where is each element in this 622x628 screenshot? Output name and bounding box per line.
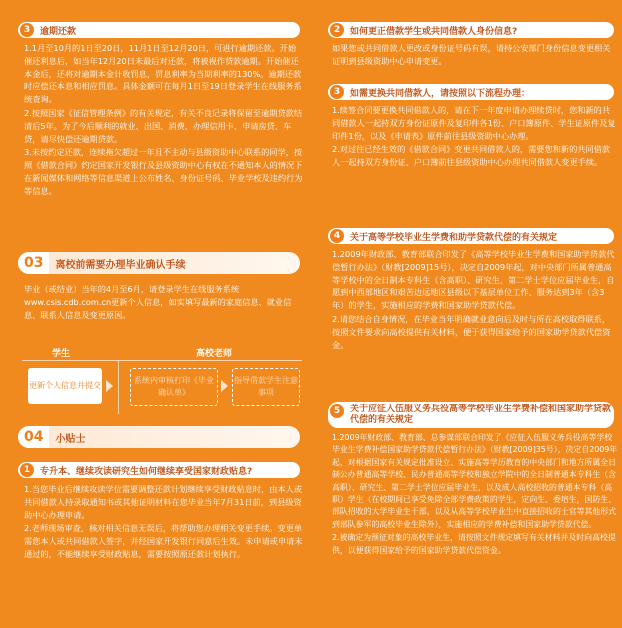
compensation-title: 关于高等学校毕业生学费和助学贷款代偿的有关规定 <box>350 232 558 243</box>
flow-step-guide-students-label: 指导借款学生注意事项 <box>234 376 298 397</box>
flow-step-update-info-label: 更新个人信息并提交 <box>29 381 101 390</box>
graduation-section-number: 03 <box>18 252 49 274</box>
flow-vertical-divider <box>118 360 119 414</box>
overdue-header <box>18 22 300 38</box>
military-body <box>332 432 618 558</box>
overdue-number-badge: 3 <box>20 23 34 37</box>
change-borrower-title: 如需更换共同借款人，请按照以下流程办理： <box>350 88 531 99</box>
tips-item-2: 2.老师现场审查，核对相关信息无误后，将帮助您办理相关变更手续。变更单需您本人或共同借款人签字，并经国家开发银行同意后生效。未申请或申请未通过的，不能继续享受财政贴息，需要按照原还款计划执行。 <box>24 523 303 559</box>
flow-teacher-label: 高校老师 <box>196 349 233 359</box>
change-id-title: 如何更正借款学生或共同借款人身份信息? <box>350 26 518 37</box>
flow-divider <box>22 360 302 361</box>
compensation-number-badge: 4 <box>330 229 344 243</box>
compensation-header <box>328 228 614 244</box>
flow-step-print-confirmation <box>130 368 218 406</box>
military-number-badge: 5 <box>330 404 344 418</box>
graduation-body <box>24 283 302 321</box>
overdue-item-1: 1.1月至10月的1日至20日，11月1日至12月20日，可进行逾期还款。开始催还利息后，如当年12月20日未最后对还款，将被视作贷款逾期。开始催还本金后，还将对逾期本金计收罚息，罚息利率为当期利率的130%。逾期还款时应偿还本息和相应罚息。具体金额可在每月1日至19日登录学生在线服务系统查询。 <box>24 43 302 105</box>
change-id-header <box>328 22 614 38</box>
tips-item-1: 1.当您毕业后继续攻读学位需要调整还款计划继续享受财政贴息时，由本人或共同借款人持录取通知书或其他证明材料在您毕业当年7月31日前，到县级资助中心办理申请。 <box>24 484 303 520</box>
change-borrower-body <box>332 104 616 170</box>
change-id-paragraph: 如果您或共同借款人更改或身份证号码有误，请持公安部门身份信息变更相关证明到县级资助中心申请变更。 <box>332 43 611 66</box>
overdue-item-2: 2.按照国家《征信管理条例》的有关规定，有关不良记录将保留至逾期贷款结清后5年。为了今后顺利的就业、出国、消费、办理信用卡、申请房贷、车贷，请尽快偿还逾期贷款。 <box>24 107 303 144</box>
overdue-title: 逾期还款 <box>40 26 77 37</box>
change-id-number-badge: 2 <box>330 23 344 37</box>
right-column <box>314 0 622 628</box>
compensation-item-1: 1.2009年财政部、教育部联合印发了《高等学校毕业生学费和国家助学贷款代偿暂行办法》（财教[2009]15号），决定自2009年起，对中央部门所属普通高等学校中的全日制本专科生（含高职）、研究生、第二学士学位应届毕业生，自愿到中西部地区和艰苦边远地区县级以下基层单位工作、服务达到3年（含3年）的学生，实施相应的学费和国家助学贷款代偿。 <box>332 249 615 311</box>
flow-student-label: 学生 <box>52 349 71 359</box>
change-borrower-header <box>328 84 614 100</box>
tips-section-number: 04 <box>18 426 49 448</box>
flow-step-guide-students <box>232 368 300 406</box>
flow-step-print-confirmation-label: 系统内审核打印《毕业确认单》 <box>134 376 214 397</box>
flow-arrow-2 <box>221 380 228 392</box>
change-borrower-item-1: 1.续签合同要更换共同借款人的，请在下一年度申请办理续贷时，您和新的共同借款人一起持双方身份证原件及复印件各1份、户口簿原件、学生证原件及复印件1份，以及《申请表》原件前往县级资助中心办理。 <box>332 105 616 141</box>
tips-q1-number-badge: 1 <box>20 463 34 477</box>
change-borrower-item-2: 2.对过往已经生效的《借款合同》变更共同借款人的，需要您和新的共同借款人一起持双方身份证、户口簿前往县级资助中心办理共同借款人变更手续。 <box>332 144 611 168</box>
overdue-item-3: 3.未按约定还款，连续拖欠超过一年且不主动与县级资助中心联系的同学，按照《借款合同》约定国家开发银行及县级资助中心有权在不通知本人的情况下在新闻媒体和网络等信息渠道上公布姓名、身份证号码、毕业学校及违约行为等信息。 <box>24 147 303 196</box>
military-item-1: 1.2009年财政部、教育部、总参谋部联合印发了《应征入伍服义务兵役高等学校毕业生学费补偿国家助学贷款代偿暂行办法》（财教[2009]35号），决定自2009年起，对根据国家有关规定批准设立、实施高等学历教育的中央部门和地方所属全日制公办普通高等学校、民办普通高等学校和独立学院中的全日制普通本专科生（含高职）、研究生、第二学士学位应届毕业生，以及成人高校招收的普通本专科（高职）学生（在校期间已享受免除全部学费政策的学生，定向生、委培生，国防生、部队招收的大学毕业生干部，以及从高等学校毕业生中直接招收的士官等其他形式到部队参军的高校毕业生除外），实施相应的学费补偿和国家助学贷款代偿。 <box>332 433 618 529</box>
overdue-body <box>24 42 304 199</box>
military-header <box>328 402 614 428</box>
tips-q1-title: 专升本、继续攻读研究生如何继续享受国家财政贴息? <box>40 466 253 477</box>
tips-section-title: 小贴士 <box>55 433 86 445</box>
military-title: 关于应征入伍服义务兵役高等学校毕业生学费补偿和国家助学贷款代偿的有关规定 <box>350 404 612 425</box>
change-id-body <box>332 42 616 68</box>
change-borrower-number-badge: 3 <box>330 85 344 99</box>
flow-arrow-1 <box>106 380 113 392</box>
military-item-2: 2.被确定为预征对象的高校毕业生，请按照文件规定填写有关材料并及时向高校提供，以便获得国家给予的国家助学贷款代偿资金。 <box>332 533 616 555</box>
compensation-body <box>332 248 616 352</box>
graduation-paragraph: 毕业（或结业）当年的4月至6月，请登录学生在线服务系统www.csis.cdb.com.cn更新个人信息，如实填写最新的家庭信息、就业信息、联系人信息及变更原因。 <box>24 284 292 320</box>
flow-step-update-info <box>28 368 102 404</box>
tips-section-header <box>18 426 300 448</box>
graduation-section-header <box>18 252 300 274</box>
tips-body <box>24 483 304 562</box>
compensation-item-2: 2.请您结合自身情况，在毕业当年明确就业意向后及时与所在高校取得联系，按照文件要求向高校提供有关材料，便于获得国家给予的国家助学贷款代偿资金。 <box>332 313 611 350</box>
graduation-section-title: 离校前需要办理毕业确认手续 <box>55 259 186 271</box>
tips-q1-header <box>18 462 300 478</box>
